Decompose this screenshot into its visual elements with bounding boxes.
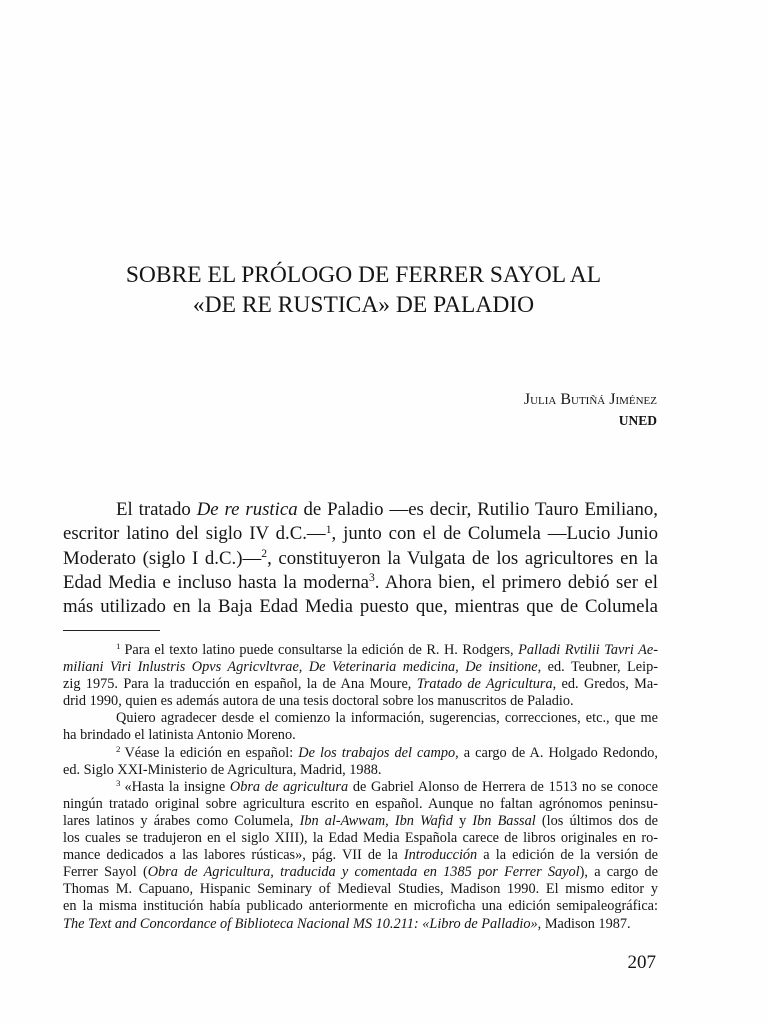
- line-text: Thomas M. Capuano, Hispanic Seminary of Medieval Studies, Madison 1990. El mismo editor y: [63, 881, 658, 898]
- line-text: Para el texto latino puede consultarse la edición de R. H. Rodgers,: [124, 642, 519, 658]
- line-text: . Ahora bien, el primero debió ser el: [374, 571, 658, 593]
- line-text: El tratado: [116, 499, 197, 520]
- line-text: , ed. Gredos, Ma-: [552, 676, 658, 693]
- footnote-2-line: [63, 745, 658, 762]
- body-line: [63, 595, 658, 619]
- footnote-marker: 1: [116, 641, 121, 652]
- title-line-1: SOBRE EL PRÓLOGO DE FERRER SAYOL AL: [125, 262, 602, 288]
- italic-work-title: Introducción: [403, 847, 478, 864]
- footnote-3-line: [63, 830, 658, 847]
- footnote-3-line: [63, 898, 658, 915]
- line-text: en la misma institución había publicado anteriormente en microficha una edición semipaleográfica:: [63, 898, 658, 915]
- line-text: «Hasta la insigne: [124, 778, 230, 795]
- line-text: , constituyeron la Vulgata de los agricultores en la: [267, 547, 658, 569]
- line-text: a la edición de la versión de: [477, 847, 658, 864]
- line-text: escritor latino del siglo IV d.C.—: [63, 523, 326, 545]
- line-text: , ed. Teubner, Leip-: [537, 659, 659, 676]
- footnote-ref: 1: [325, 522, 332, 536]
- footnote-1-line: [63, 642, 658, 659]
- footnote-3-line: [63, 847, 658, 864]
- footnote-3-line: [63, 916, 658, 933]
- line-text: ningún tratado original sobre agricultura escrito en español. Aunque no faltan agrónomos peninsu-: [63, 795, 658, 812]
- italic-work-title: Tratado de Agricultura: [416, 676, 553, 693]
- footnote-marker: 3: [116, 777, 121, 788]
- body-line: [63, 547, 658, 571]
- body-line: [63, 498, 658, 522]
- italic-work-title: Palladi Rvtilii Tavri Ae-: [518, 642, 658, 658]
- italic-work-title: De re rustica: [196, 499, 298, 520]
- line-text: los cuales se tradujeron en el siglo XIII), la Edad Media Española carece de libros originales en ro-: [63, 830, 658, 847]
- body-line: [63, 522, 658, 546]
- title-line-2: «DE RE RUSTICA» DE PALADIO: [192, 292, 535, 318]
- line-text: (los últimos dos de: [535, 812, 659, 829]
- line-text: y: [452, 812, 473, 829]
- line-text: ha brindado el latinista Antonio Moreno.: [63, 727, 296, 744]
- acknowledgment-line: [63, 727, 658, 744]
- acknowledgment-line: [63, 710, 658, 727]
- line-text: , Madison 1987.: [537, 915, 631, 932]
- line-text: , a cargo de A. Holgado Redondo,: [455, 744, 658, 761]
- footnote-marker: 2: [116, 743, 121, 754]
- author-affiliation: UNED: [618, 413, 657, 428]
- footnote-3-line: [63, 779, 658, 796]
- footnote-3-line: [63, 796, 658, 813]
- footnote-1-line: [63, 693, 658, 710]
- line-text: zig 1975. Para la traducción en español, la de Ana Moure,: [63, 676, 417, 693]
- line-text: , junto con el de Columela —Lucio Junio: [331, 523, 658, 545]
- line-text: de Gabriel Alonso de Herrera de 1513 no se conoce: [348, 778, 658, 795]
- footnote-rule: [63, 630, 160, 631]
- italic-work-title: The Text and Concordance of Biblioteca Nacional MS 10.211: «Libro de Palladio»: [63, 915, 538, 932]
- line-text: Véase la edición en español:: [124, 744, 299, 761]
- footnote-2-line: [63, 762, 658, 779]
- line-text: Quiero agradecer desde el comienzo la información, sugerencias, correcciones, etc., que me: [116, 710, 658, 727]
- line-text: ), a cargo de: [579, 864, 658, 881]
- line-text: lares latinos y árabes como Columela,: [63, 812, 300, 829]
- line-text: Moderato (siglo I d.C.)—: [63, 547, 262, 569]
- footnote-3-line: [63, 864, 658, 881]
- footnote-1-line: [63, 676, 658, 693]
- body-line: [63, 571, 658, 595]
- article-title: [63, 260, 664, 320]
- footnote-1-line: [63, 659, 658, 676]
- line-text: Ferrer Sayol (: [63, 864, 148, 881]
- body-paragraph: [63, 498, 658, 619]
- line-text: mance dedicados a las labores rústicas», pág. VII de la: [63, 847, 404, 864]
- page-number: 207: [627, 952, 656, 973]
- line-text: Edad Media e incluso hasta la moderna: [63, 571, 369, 593]
- italic-work-title: miliani Viri Inlustris Opvs Agricvltvrae, De Veterinaria medicina, De insitione: [63, 659, 538, 676]
- author-name: Julia Butiñá Jiménez: [523, 391, 657, 408]
- italic-author-names: Ibn al-Awwam, Ibn Wafid: [299, 812, 453, 829]
- footnote-ref: 3: [368, 571, 375, 585]
- footnotes: [63, 642, 658, 933]
- footnote-3-line: [63, 813, 658, 830]
- line-text: más utilizado en la Baja Edad Media puesto que, mientras que de Columela: [63, 596, 658, 618]
- footnote-3-line: [63, 881, 658, 898]
- line-text: ed. Siglo XXI-Ministerio de Agricultura, Madrid, 1988.: [63, 761, 382, 778]
- line-text: drid 1990, quien es además autora de una tesis doctoral sobre los manuscritos de Paladio.: [63, 693, 574, 710]
- footnote-ref: 2: [261, 547, 268, 561]
- italic-work-title: De los trabajos del campo: [298, 744, 456, 761]
- italic-work-title: Obra de Agricultura, traducida y comentada en 1385 por Ferrer Sayol: [147, 864, 580, 881]
- italic-work-title: Obra de agricultura: [229, 778, 349, 795]
- line-text: de Paladio —es decir, Rutilio Tauro Emiliano,: [297, 499, 658, 520]
- italic-author-names: Ibn Bassal: [472, 812, 536, 829]
